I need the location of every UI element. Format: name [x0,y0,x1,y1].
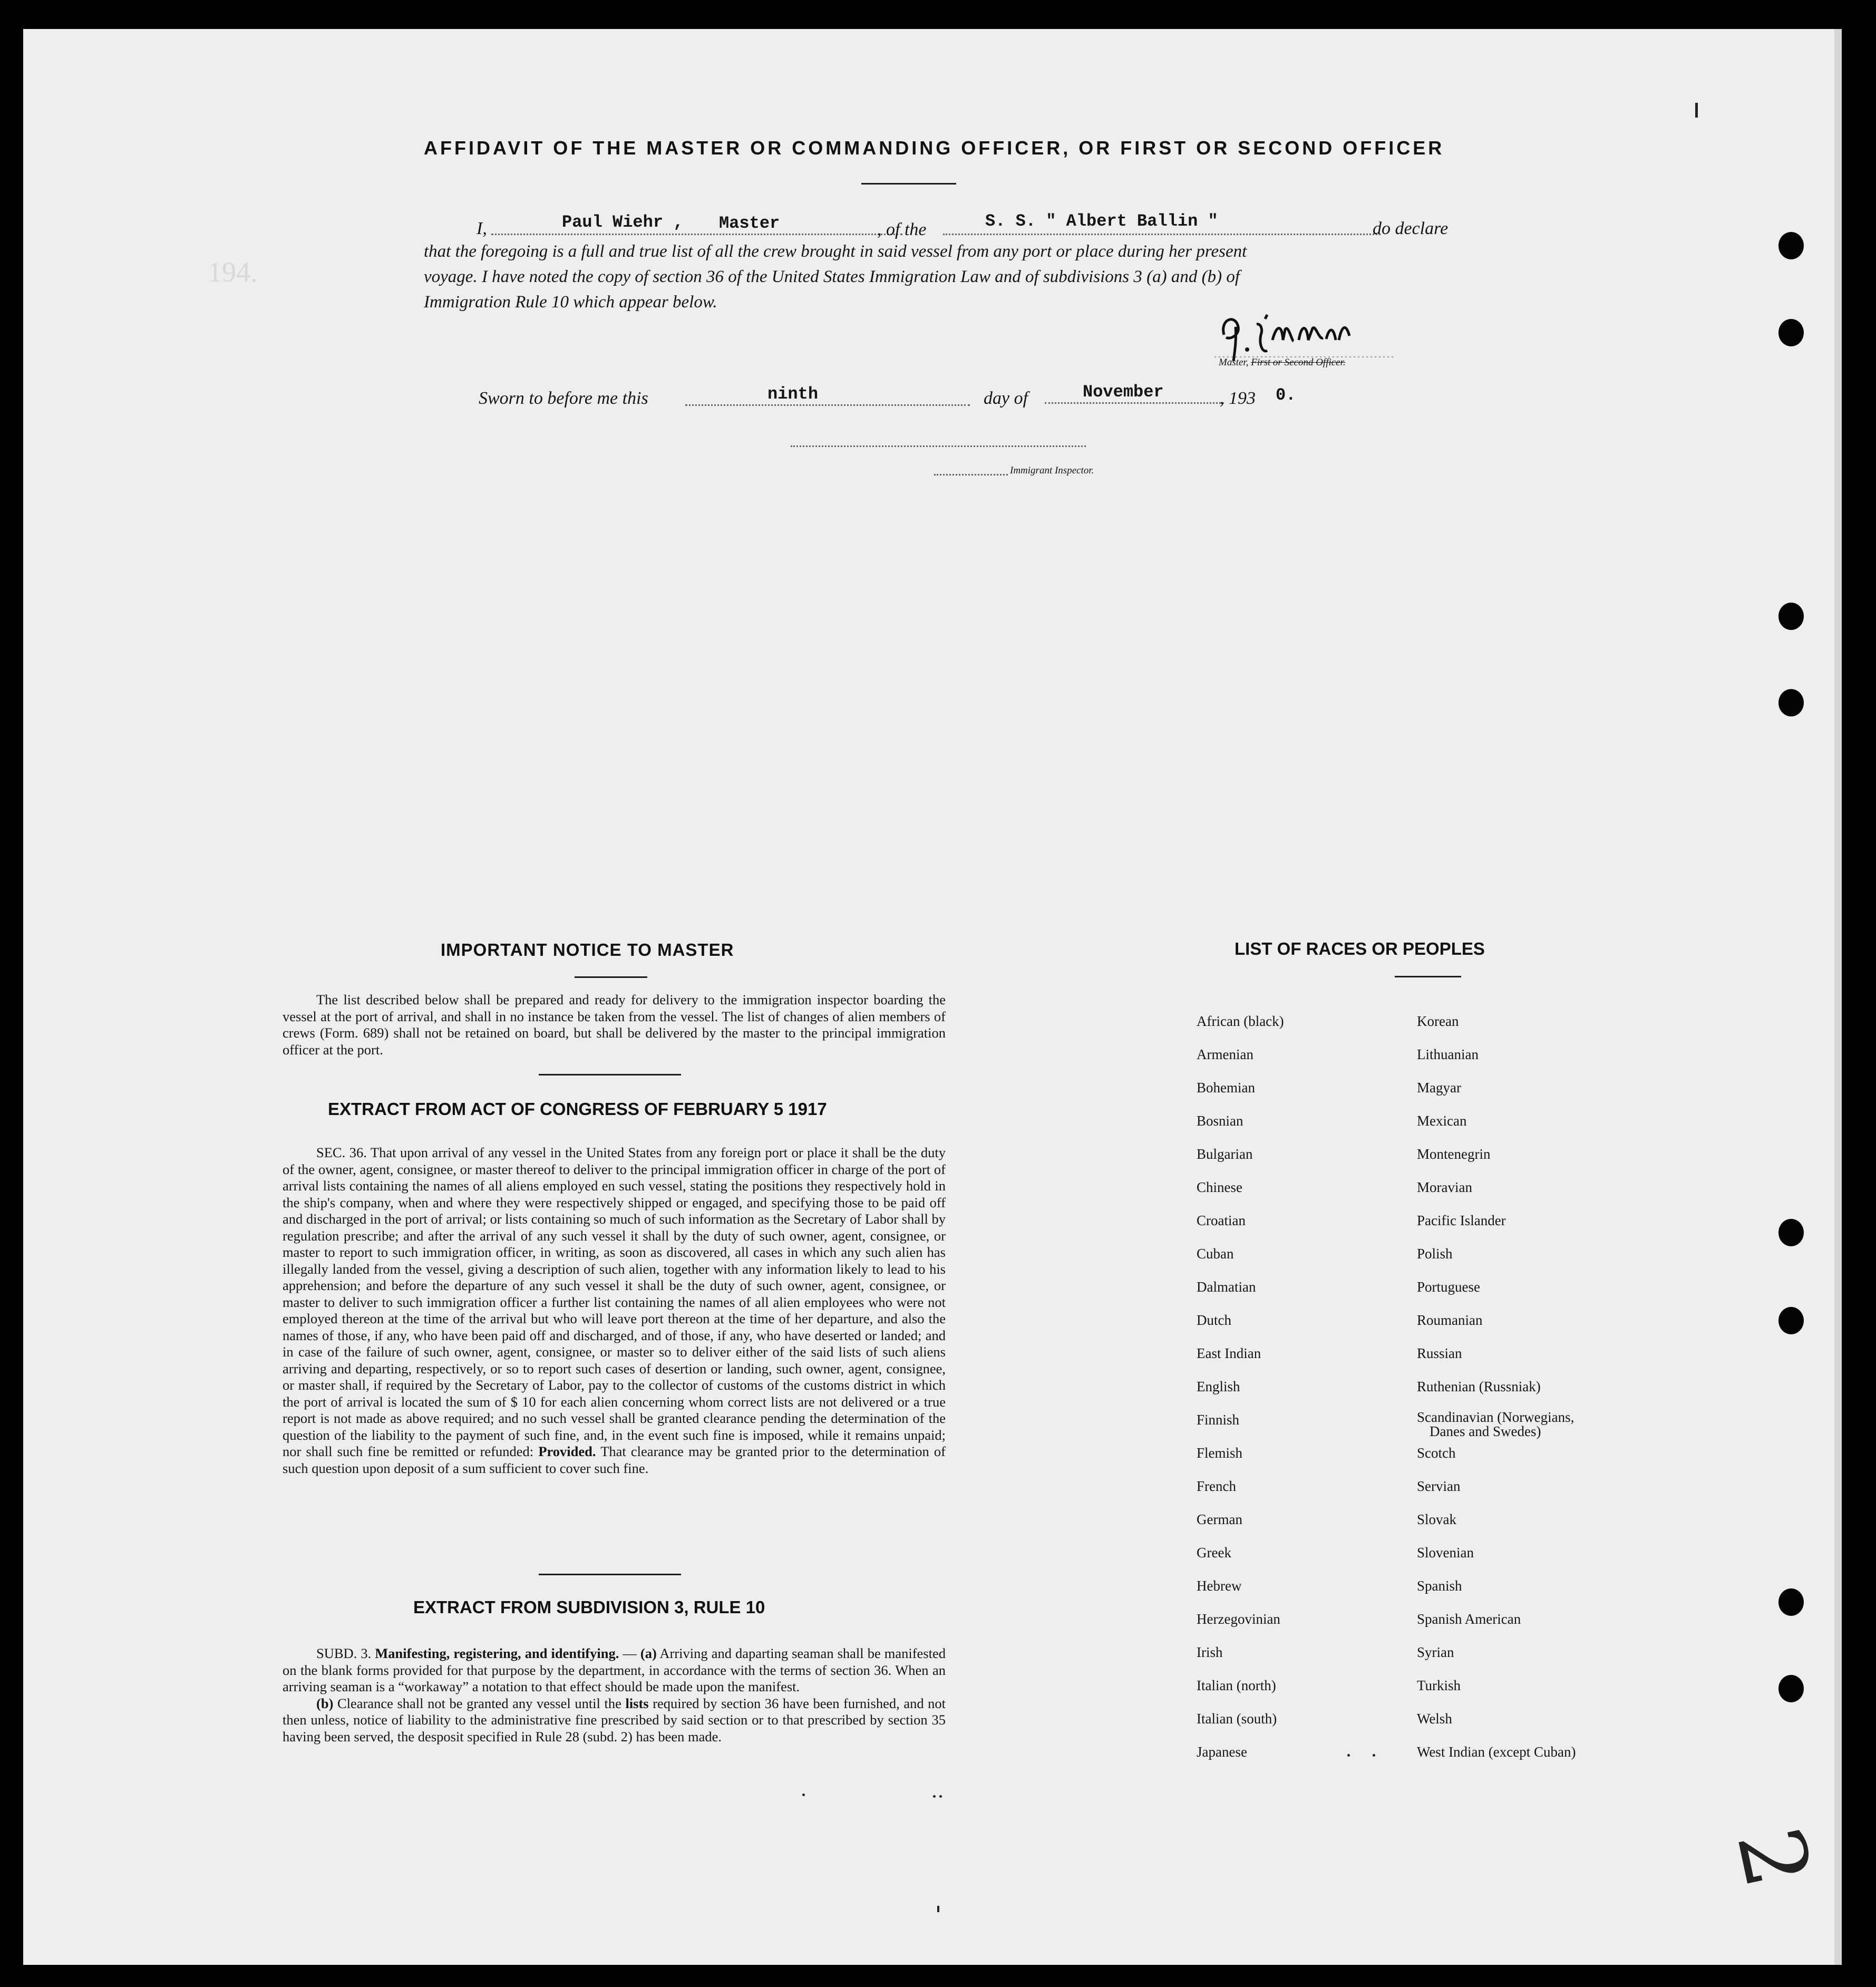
race-left-item: Irish [1197,1644,1223,1660]
notice-end-rule [539,1074,681,1075]
inspector-caption: Immigrant Inspector. [1010,465,1094,476]
speck [1373,1754,1375,1757]
do-declare-label: do declare [1373,219,1449,238]
race-right-item: Roumanian [1417,1312,1483,1328]
race-right-item: Servian [1417,1478,1461,1494]
extract-act-end-rule [539,1574,681,1575]
sworn-day-field: ninth [767,384,819,404]
race-left-item: Italian (north) [1197,1678,1276,1693]
subd-label: SUBD. 3. [316,1645,372,1661]
race-left-item: Bohemian [1197,1080,1255,1096]
race-left-item: Croatian [1197,1213,1246,1228]
race-right-item: Spanish [1417,1578,1462,1594]
subd-b-text-1: Clearance shall not be granted any vessel until the [337,1695,621,1711]
race-right-item: Mexican [1417,1113,1467,1129]
sec-36-main: SEC. 36. That upon arrival of any vessel in the United States from any foreign port or place it shall be the duty of the owner, agent, consignee, or master thereof to deliver to the principal immigration officer in charge of the port of arrival lists containing the names of all aliens employed en such vessel, stating the positions they respectively hold in the ship's company, when and where they were respectively shipped or engaged, and specifying those to be paid off and discharged in the port of arrival; or lists containing so much of such information as the Secretary of Labor shall by regulation prescribe; and after the arrival of any such vessel it shall by the duty of such owner, agent, consignee, or master to report to such immigration officer, in writing, as soon as discovered, all cases in which any such alien has illegally landed from the vessel, giving a description of such alien, together with any information likely to lead to his apprehension; and before the departure of any such vessel it shall be the duty of such owner, agent, consignee, or master to deliver to such immigration officer a further list containing the names of all alien employees who were not employed thereon at the time of the arrival but who will leave port thereon at the time of her departure, and also the names of those, if any, who have been paid off and discharged, and of those, if any, who have deserted or landed; and in case of the failure of such owner, agent, consignee, or master so to deliver either of the said lists of such aliens arriving and departing, respectively, or so to report such cases of desertion or landing, such owner, agent, consignee, or master shall, if required by the Secretary of Labor, pay to the collector of customs of the customs district in which the port of arrival is located the sum of $ 10 for each alien concerning whom correct lists are not delivered or a true report is not made as above required; and no such vessel shall be granted clearance pending the determination of the question of the liability to the payment of such fine, and, in the event such fine is imposed, while it remains unpaid; nor shall such fine be remitted or refunded: [283,1145,946,1459]
margin-faint-number: 194. [208,256,258,288]
race-right-item: Lithuanian [1417,1046,1479,1062]
affidavit-line-4: Immigration Rule 10 which appear below. [424,293,717,312]
race-right-item: Polish [1417,1246,1453,1262]
provided-label: Provided. [538,1443,596,1459]
sworn-month-underline [1045,402,1224,404]
speck [933,1795,936,1798]
race-left-item: Italian (south) [1197,1711,1277,1727]
races-title-rule [1395,976,1461,977]
subd-b-text-2: required by section 36 have been furnished, and not then unless, notice of liability to the administrative fine prescribed by said section or to that prescribed by section 35 having been served, the desposit specified in Rule 28 (subd. 2) has been made. [283,1695,946,1744]
subd-b-label: (b) [316,1695,334,1711]
race-right-item-continuation: Danes and Swedes) [1430,1423,1541,1439]
race-left-item: Dutch [1197,1312,1231,1328]
vessel-field-underline [943,234,1381,235]
race-left-item: Finnish [1197,1412,1240,1428]
race-right-item: Spanish American [1417,1611,1521,1627]
speck [802,1794,805,1796]
race-left-item: Flemish [1197,1445,1243,1461]
punch-hole [1778,1675,1804,1702]
name-field-underline [491,234,902,235]
race-right-item: Moravian [1417,1179,1472,1195]
caption-struck-officer: First or Second Officer. [1251,357,1346,368]
race-right-item: Korean [1417,1013,1459,1029]
signature-caption [1219,357,1346,369]
subd-heading: Manifesting, registering, and identifying. [375,1645,619,1661]
extract-rule-title: EXTRACT FROM SUBDIVISION 3, RULE 10 [413,1597,765,1617]
notice-text [283,992,946,1058]
race-left-item: Greek [1197,1545,1231,1560]
subd-a-label: (a) [640,1645,657,1661]
race-left-item: Dalmatian [1197,1279,1256,1295]
corner-handwritten-mark: 2 [1716,1819,1831,1897]
punch-hole [1778,689,1804,716]
race-right-item: Portuguese [1417,1279,1480,1295]
punch-hole [1778,1588,1804,1616]
extract-rule-text [283,1645,946,1745]
affidavit-title: AFFIDAVIT OF THE MASTER OR COMMANDING OFFICER, OR FIRST OR SECOND OFFICER [424,137,1445,159]
notice-title: IMPORTANT NOTICE TO MASTER [441,940,734,959]
affidavit-pre-name: I, [477,219,487,238]
sworn-label: Sworn to before me this [479,389,648,408]
of-the-label: , of the [877,220,927,239]
day-of-label: day of [984,389,1028,408]
caption-master: Master, [1219,357,1251,368]
race-right-item: Syrian [1417,1644,1454,1660]
speck [937,1906,939,1912]
speck [939,1795,942,1798]
race-right-item: West Indian (except Cuban) [1417,1744,1576,1760]
subd-b-lists: lists [625,1695,649,1711]
race-right-item: Ruthenian (Russniak) [1417,1379,1541,1394]
sec-36-end: That clearance may be granted prior to the determination of such question upon deposit of a sum sufficient to cover such fine. [283,1443,946,1476]
race-right-item: Montenegrin [1417,1146,1491,1162]
race-right-item: Pacific Islander [1417,1213,1506,1228]
subd-dash: — [619,1645,640,1661]
punch-hole [1778,1307,1804,1334]
race-left-item: Hebrew [1197,1578,1242,1594]
extract-act-text [283,1145,946,1477]
document-page [23,29,1842,1965]
race-left-item: Bosnian [1197,1113,1243,1129]
race-right-item: Slovenian [1417,1545,1474,1560]
vessel-name-field: S. S. " Albert Ballin " [985,211,1218,231]
races-title: LIST OF RACES OR PEOPLES [1235,939,1485,958]
race-right-item: Turkish [1417,1678,1461,1693]
sec-36-paragraph [283,1145,946,1477]
sworn-month-field: November [1083,382,1164,402]
notice-paragraph: The list described below shall be prepared and ready for delivery to the immigration inspector boarding the vessel at the port of arrival, and shall in no instance be taken from the vessel. The list of changes of alien members of crews (Form. 689) shall not be retained on board, but shall be delivered by the master to the principal immigration officer at the port. [283,992,946,1058]
punch-hole [1778,232,1804,259]
punch-hole [1778,1219,1804,1246]
race-right-item: Russian [1417,1345,1462,1361]
subd-a-text: Arriving and daparting seaman shall be manifested on the blank forms provided for that purpose by the department, in accordance with the terms of section 36. When an arriving seaman is a “workaway” a notation to that effect should be made upon the manifest. [283,1645,946,1694]
sworn-day-underline [685,404,970,406]
race-left-item: East Indian [1197,1345,1261,1361]
race-left-item: English [1197,1379,1240,1394]
race-left-item: Herzegovinian [1197,1611,1280,1627]
race-right-item: Welsh [1417,1711,1452,1727]
year-digit-field: 0. [1276,385,1296,405]
tick-mark [1695,103,1698,118]
inspector-signature-line [791,445,1086,447]
race-left-item: Cuban [1197,1246,1234,1262]
inspector-caption-dots [934,474,1008,476]
subd-b-paragraph [283,1695,946,1746]
race-left-item: Japanese [1197,1744,1247,1760]
race-right-item: Scotch [1417,1445,1456,1461]
punch-hole [1778,319,1804,346]
punch-hole [1778,603,1804,630]
speck [1347,1754,1350,1757]
extract-act-title: EXTRACT FROM ACT OF CONGRESS OF FEBRUARY 5 1917 [328,1099,827,1119]
race-left-item: Armenian [1197,1046,1253,1062]
master-rank-field: Master [719,214,780,233]
race-right-item: Slovak [1417,1511,1457,1527]
race-left-item: Chinese [1197,1179,1242,1195]
notice-title-rule [575,976,647,978]
race-left-item: African (black) [1197,1013,1284,1029]
year-prefix: , 193 [1220,389,1256,408]
affidavit-line-2: that the foregoing is a full and true list of all the crew brought in said vessel from any port or place during her present [424,242,1247,261]
subd-a-paragraph [283,1645,946,1695]
affidavit-title-rule [861,183,956,185]
race-left-item: French [1197,1478,1236,1494]
race-right-item: Scandinavian (Norwegians, [1417,1409,1574,1425]
master-name-field: Paul Wiehr , [562,212,684,232]
race-left-item: Bulgarian [1197,1146,1253,1162]
affidavit-line-3: voyage. I have noted the copy of section 36 of the United States Immigration Law and of subdivisions 3 (a) and (b) of [424,267,1240,286]
race-left-item: German [1197,1511,1242,1527]
race-right-item: Magyar [1417,1080,1461,1096]
